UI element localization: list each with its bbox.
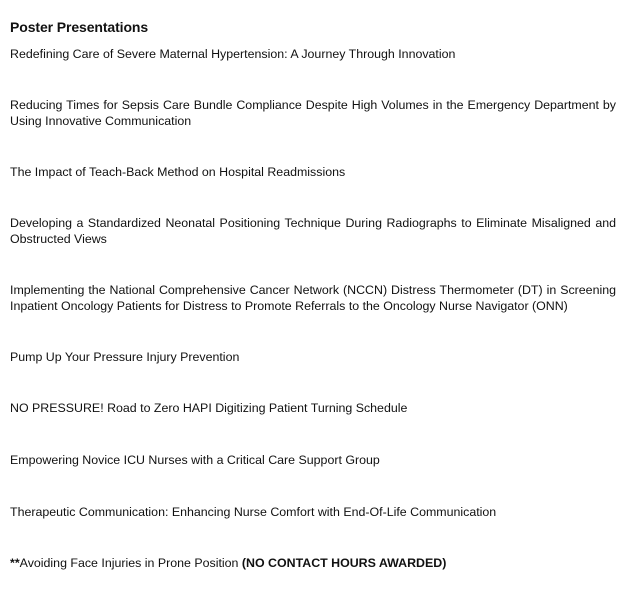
section-heading: Poster Presentations bbox=[10, 19, 149, 35]
poster-entry-no-contact-hours bbox=[10, 556, 616, 572]
poster-title: The Impact of Teach-Back Method on Hospital Readmissions bbox=[10, 165, 346, 179]
poster-title: Redefining Care of Severe Maternal Hypertension: A Journey Through Innovation bbox=[10, 47, 456, 61]
poster-title: Avoiding Face Injuries in Prone Position bbox=[19, 556, 239, 570]
poster-title: Therapeutic Communication: Enhancing Nurse Comfort with End-Of-Life Communication bbox=[10, 505, 497, 519]
poster-title: NO PRESSURE! Road to Zero HAPI Digitizing Patient Turning Schedule bbox=[10, 401, 408, 415]
poster-title: Reducing Times for Sepsis Care Bundle Compliance Despite High Volumes in the Emergency Department by Using Innovative Communication bbox=[10, 98, 616, 128]
document-page bbox=[10, 0, 616, 607]
no-contact-hours-note: (NO CONTACT HOURS AWARDED) bbox=[241, 556, 447, 570]
poster-title: Developing a Standardized Neonatal Positioning Technique During Radiographs to Eliminate Misaligned and Obstructed Views bbox=[10, 216, 616, 246]
poster-title: Pump Up Your Pressure Injury Prevention bbox=[10, 350, 240, 364]
poster-title: Implementing the National Comprehensive Cancer Network (NCCN) Distress Thermometer (DT) in Screening Inpatient Oncology Patients for Distress to Promote Referrals to the Oncology Nurse Navigator (ONN) bbox=[10, 283, 616, 313]
asterisk-marker: ** bbox=[10, 556, 20, 570]
poster-title: Empowering Novice ICU Nurses with a Critical Care Support Group bbox=[10, 453, 380, 467]
